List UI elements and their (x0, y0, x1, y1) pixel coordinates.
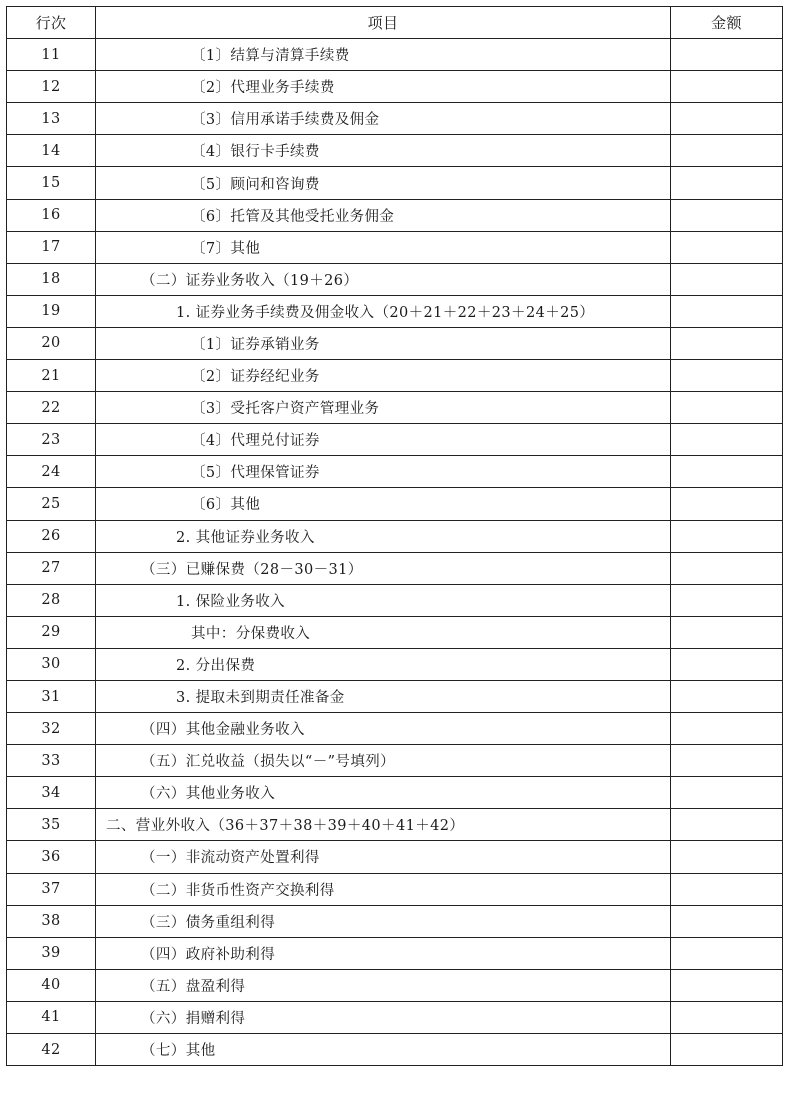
table-row (7, 713, 783, 745)
table-row (7, 360, 783, 392)
amount-cell[interactable] (671, 263, 783, 295)
row-number: 17 (7, 231, 96, 263)
row-number: 26 (7, 520, 96, 552)
amount-cell[interactable] (671, 937, 783, 969)
amount-cell[interactable] (671, 71, 783, 103)
item-label: 〔2〕代理业务手续费 (96, 71, 671, 103)
item-label: 〔3〕信用承诺手续费及佣金 (96, 103, 671, 135)
table-row (7, 520, 783, 552)
item-label: 2. 其他证券业务收入 (96, 520, 671, 552)
item-label: 〔7〕其他 (96, 231, 671, 263)
item-label: 〔2〕证券经纪业务 (96, 360, 671, 392)
amount-cell[interactable] (671, 905, 783, 937)
item-label: 2. 分出保费 (96, 648, 671, 680)
table-row (7, 295, 783, 327)
item-label: 〔5〕顾问和咨询费 (96, 167, 671, 199)
row-number: 13 (7, 103, 96, 135)
amount-cell[interactable] (671, 392, 783, 424)
table-row (7, 1001, 783, 1033)
amount-cell[interactable] (671, 520, 783, 552)
row-number: 12 (7, 71, 96, 103)
table-row (7, 231, 783, 263)
table-row (7, 456, 783, 488)
amount-cell[interactable] (671, 488, 783, 520)
table-row (7, 1034, 783, 1066)
item-label: 二、营业外收入（36＋37＋38＋39＋40＋41＋42） (96, 809, 671, 841)
amount-cell[interactable] (671, 616, 783, 648)
amount-cell[interactable] (671, 873, 783, 905)
row-number: 40 (7, 969, 96, 1001)
table-row (7, 841, 783, 873)
report-table (6, 6, 783, 1066)
row-number: 16 (7, 199, 96, 231)
amount-cell[interactable] (671, 199, 783, 231)
amount-cell[interactable] (671, 103, 783, 135)
table-row (7, 103, 783, 135)
row-number: 36 (7, 841, 96, 873)
item-label: 〔6〕其他 (96, 488, 671, 520)
item-label: 〔1〕结算与清算手续费 (96, 39, 671, 71)
table-row (7, 584, 783, 616)
row-number: 30 (7, 648, 96, 680)
item-label: 3. 提取未到期责任准备金 (96, 680, 671, 712)
table-row (7, 680, 783, 712)
row-number: 25 (7, 488, 96, 520)
row-number: 22 (7, 392, 96, 424)
table-row (7, 809, 783, 841)
row-number: 11 (7, 39, 96, 71)
row-number: 14 (7, 135, 96, 167)
row-number: 24 (7, 456, 96, 488)
table-row (7, 552, 783, 584)
table-row (7, 71, 783, 103)
row-number: 21 (7, 360, 96, 392)
amount-cell[interactable] (671, 135, 783, 167)
header-item: 项目 (96, 7, 671, 39)
amount-cell[interactable] (671, 713, 783, 745)
item-label: 〔1〕证券承销业务 (96, 327, 671, 359)
item-label: （三）已赚保费（28－30－31） (96, 552, 671, 584)
row-number: 38 (7, 905, 96, 937)
item-label: （二）证券业务收入（19＋26） (96, 263, 671, 295)
row-number: 27 (7, 552, 96, 584)
row-number: 19 (7, 295, 96, 327)
amount-cell[interactable] (671, 360, 783, 392)
row-number: 33 (7, 745, 96, 777)
amount-cell[interactable] (671, 969, 783, 1001)
item-label: 〔4〕银行卡手续费 (96, 135, 671, 167)
table-row (7, 905, 783, 937)
table-row (7, 777, 783, 809)
item-label: 〔3〕受托客户资产管理业务 (96, 392, 671, 424)
amount-cell[interactable] (671, 424, 783, 456)
row-number: 32 (7, 713, 96, 745)
amount-cell[interactable] (671, 1034, 783, 1066)
item-label: （二）非货币性资产交换利得 (96, 873, 671, 905)
amount-cell[interactable] (671, 167, 783, 199)
row-number: 29 (7, 616, 96, 648)
amount-cell[interactable] (671, 1001, 783, 1033)
amount-cell[interactable] (671, 648, 783, 680)
table-row (7, 392, 783, 424)
table-row (7, 648, 783, 680)
row-number: 31 (7, 680, 96, 712)
item-label: 其中：分保费收入 (96, 616, 671, 648)
row-number: 34 (7, 777, 96, 809)
table-row (7, 327, 783, 359)
amount-cell[interactable] (671, 39, 783, 71)
item-label: 1. 保险业务收入 (96, 584, 671, 616)
amount-cell[interactable] (671, 552, 783, 584)
amount-cell[interactable] (671, 327, 783, 359)
row-number: 15 (7, 167, 96, 199)
amount-cell[interactable] (671, 680, 783, 712)
item-label: 〔4〕代理兑付证券 (96, 424, 671, 456)
header-amount: 金额 (671, 7, 783, 39)
amount-cell[interactable] (671, 809, 783, 841)
table-row (7, 167, 783, 199)
item-label: （三）债务重组利得 (96, 905, 671, 937)
table-row (7, 616, 783, 648)
table-row (7, 199, 783, 231)
item-label: 〔5〕代理保管证券 (96, 456, 671, 488)
item-label: （四）其他金融业务收入 (96, 713, 671, 745)
item-label: （六）捐赠利得 (96, 1001, 671, 1033)
amount-cell[interactable] (671, 777, 783, 809)
amount-cell[interactable] (671, 745, 783, 777)
row-number: 28 (7, 584, 96, 616)
amount-cell[interactable] (671, 841, 783, 873)
row-number: 18 (7, 263, 96, 295)
amount-cell[interactable] (671, 231, 783, 263)
table-row (7, 263, 783, 295)
item-label: （六）其他业务收入 (96, 777, 671, 809)
item-label: 1. 证券业务手续费及佣金收入（20＋21＋22＋23＋24＋25） (96, 295, 671, 327)
table-row (7, 135, 783, 167)
row-number: 35 (7, 809, 96, 841)
header-row-number: 行次 (7, 7, 96, 39)
table-row (7, 488, 783, 520)
item-label: 〔6〕托管及其他受托业务佣金 (96, 199, 671, 231)
row-number: 37 (7, 873, 96, 905)
table-row (7, 969, 783, 1001)
table-row (7, 424, 783, 456)
row-number: 39 (7, 937, 96, 969)
table-row (7, 745, 783, 777)
row-number: 20 (7, 327, 96, 359)
item-label: （一）非流动资产处置利得 (96, 841, 671, 873)
header-row (7, 7, 783, 39)
table-body (7, 39, 783, 1066)
table-row (7, 873, 783, 905)
amount-cell[interactable] (671, 456, 783, 488)
row-number: 42 (7, 1034, 96, 1066)
item-label: （五）盘盈利得 (96, 969, 671, 1001)
amount-cell[interactable] (671, 295, 783, 327)
table-row (7, 39, 783, 71)
item-label: （四）政府补助利得 (96, 937, 671, 969)
amount-cell[interactable] (671, 584, 783, 616)
item-label: （五）汇兑收益（损失以“－”号填列） (96, 745, 671, 777)
row-number: 23 (7, 424, 96, 456)
table-row (7, 937, 783, 969)
item-label: （七）其他 (96, 1034, 671, 1066)
row-number: 41 (7, 1001, 96, 1033)
